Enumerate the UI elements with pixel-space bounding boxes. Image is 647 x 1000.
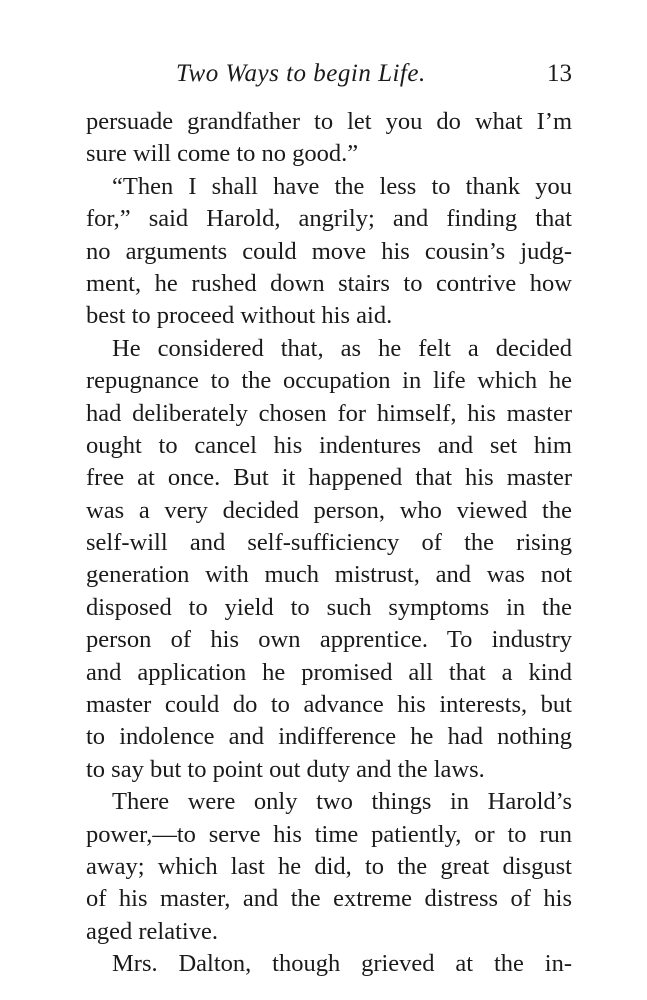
text-line: sure will come to no good.” [86, 140, 359, 168]
text-line: no arguments could move his cousin’s judg- [86, 237, 572, 265]
text-line: of his master, and the extreme distress of his [86, 885, 572, 913]
text-line: “Then I shall have the less to thank you [112, 172, 572, 200]
text-line: aged relative. [86, 917, 218, 945]
text-line: He considered that, as he felt a decided [112, 334, 572, 362]
text-line: generation with much mistrust, and was not [86, 561, 572, 589]
text-line: power,—to serve his time patiently, or to run [86, 820, 572, 848]
text-line: master could do to advance his interests, but [86, 691, 572, 719]
text-line: ought to cancel his indentures and set him [86, 431, 572, 459]
text-line: There were only two things in Harold’s [112, 788, 572, 816]
text-line: to say but to point out duty and the laws. [86, 755, 485, 783]
text-line: self-will and self-sufficiency of the rising [86, 529, 572, 557]
text-line: persuade grandfather to let you do what I’m [86, 108, 572, 135]
text-line: for,” said Harold, angrily; and finding that [86, 205, 572, 233]
text-line: ment, he rushed down stairs to contrive how [86, 269, 572, 297]
text-line: free at once. But it happened that his master [86, 464, 572, 492]
text-line: person of his own apprentice. To industry [86, 626, 572, 654]
text-line: and application he promised all that a kind [86, 658, 572, 686]
page-number: 13 [547, 60, 572, 87]
text-line: had deliberately chosen for himself, his master [86, 399, 572, 427]
text-line: repugnance to the occupation in life which he [86, 367, 572, 395]
text-line: to indolence and indifference he had nothing [86, 723, 572, 751]
body-text [86, 106, 572, 981]
text-line: away; which last he did, to the great disgust [86, 852, 572, 880]
text-line: was a very decided person, who viewed the [86, 496, 572, 524]
text-line: disposed to yield to such symptoms in the [86, 593, 572, 621]
text-line: Mrs. Dalton, though grieved at the in- [112, 950, 572, 978]
text-line: best to proceed without his aid. [86, 302, 393, 330]
running-header [86, 60, 572, 100]
running-title: Two Ways to begin Life. [176, 60, 426, 87]
